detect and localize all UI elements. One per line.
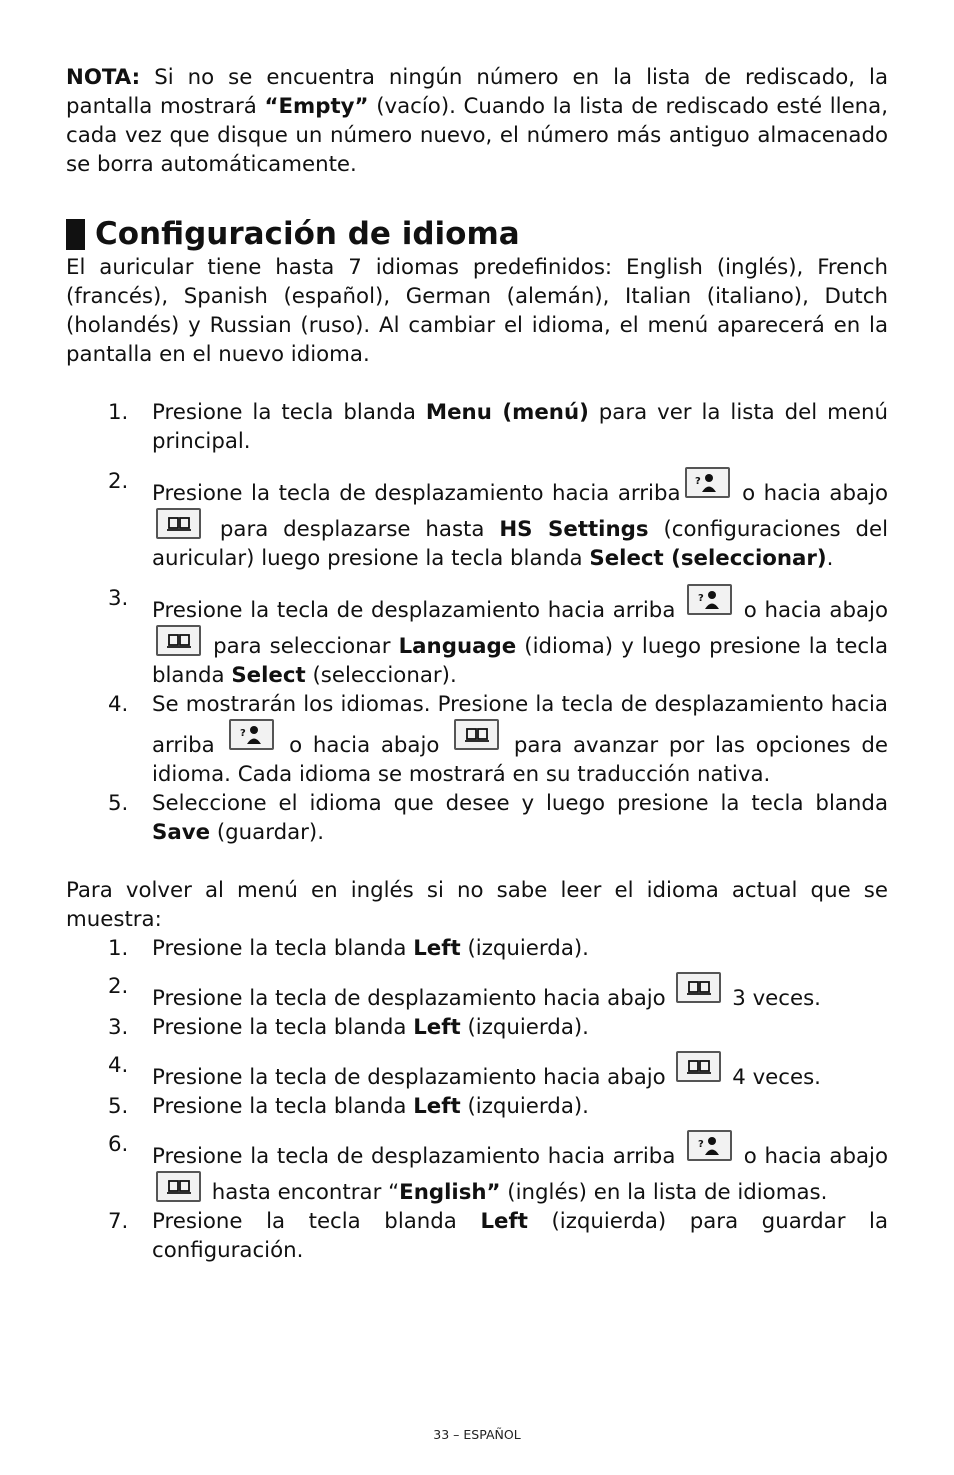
phonebook-up-key-icon bbox=[685, 467, 730, 498]
phonebook-up-key-icon bbox=[687, 584, 732, 615]
section-heading bbox=[66, 216, 888, 252]
note-label: NOTA: bbox=[66, 65, 141, 90]
svg-text:?: ? bbox=[239, 727, 246, 739]
redial-down-key-icon bbox=[676, 972, 721, 1003]
document-page bbox=[66, 60, 888, 1265]
redial-down-key-icon bbox=[156, 625, 201, 656]
phonebook-up-key-icon bbox=[229, 719, 274, 750]
list-item: 5. Seleccione el idioma que desee y luego presione la tecla blanda Save (guardar). bbox=[108, 791, 888, 845]
redial-down-key-icon bbox=[676, 1051, 721, 1082]
list-item: 7. Presione la tecla blanda Left (izquierda) para guardar la configuración. bbox=[108, 1209, 888, 1263]
list-item: 3. Presione la tecla de desplazamiento hacia arriba ? o hacia abajo para seleccionar Language (idioma) y luego presione la tecla blanda Select (seleccionar). bbox=[108, 586, 888, 688]
page-footer: 33 – ESPAÑOL bbox=[433, 1427, 521, 1442]
list-item: 4. Se mostrarán los idiomas. Presione la tecla de desplazamiento hacia arriba ? o hacia abajo para avanzar por las opciones de idioma. Cada idioma se mostrará en su traducción nativa. bbox=[108, 692, 888, 787]
list-item: 6. Presione la tecla de desplazamiento hacia arriba ? o hacia abajo hasta encontrar “English” (inglés) en la lista de idiomas. bbox=[108, 1132, 888, 1205]
list-item: 1. Presione la tecla blanda Menu (menú) para ver la lista del menú principal. bbox=[108, 400, 888, 454]
phonebook-up-key-icon bbox=[687, 1130, 732, 1161]
list-item: 1. Presione la tecla blanda Left (izquierda). bbox=[108, 936, 589, 961]
svg-text:?: ? bbox=[695, 475, 701, 487]
heading-bar-icon bbox=[66, 219, 85, 250]
redial-down-key-icon bbox=[454, 719, 499, 750]
list-item: 4. Presione la tecla de desplazamiento hacia abajo 4 veces. bbox=[108, 1053, 821, 1090]
list-item: 5. Presione la tecla blanda Left (izquierda). bbox=[108, 1094, 589, 1119]
svg-text:?: ? bbox=[697, 1138, 704, 1150]
intro-paragraph: El auricular tiene hasta 7 idiomas predefinidos: English (inglés), French (francés), Spanish (español), German (alemán), Italian (italiano), Dutch (holandés) y Russian (ruso). Al cambiar el idioma, el menú aparecerá en la pantalla en el nuevo idioma. bbox=[66, 255, 888, 367]
list-item: 2. Presione la tecla de desplazamiento hacia abajo 3 veces. bbox=[108, 974, 821, 1011]
redial-down-key-icon bbox=[156, 1171, 201, 1202]
english-reset-steps-list bbox=[66, 934, 888, 1265]
redial-down-key-icon bbox=[156, 508, 201, 539]
note-paragraph: NOTA: Si no se encuentra ningún número en la lista de rediscado, la pantalla mostrará “Empty” (vacío). Cuando la lista de rediscado esté llena, cada vez que disque un número nuevo, el número más antiguo almacenado se borra automáticamente. bbox=[66, 65, 888, 177]
list-item: 2. Presione la tecla de desplazamiento hacia arriba ? o hacia abajo para desplazarse hasta HS Settings (configuraciones del auricular) luego presione la tecla blanda Select (seleccionar). bbox=[108, 469, 888, 571]
list-item: 3. Presione la tecla blanda Left (izquierda). bbox=[108, 1015, 589, 1040]
heading-title: Configuración de idioma bbox=[95, 216, 520, 252]
language-steps-list bbox=[66, 398, 888, 847]
svg-text:?: ? bbox=[697, 592, 704, 604]
english-reset-paragraph: Para volver al menú en inglés si no sabe leer el idioma actual que se muestra: bbox=[66, 878, 888, 932]
